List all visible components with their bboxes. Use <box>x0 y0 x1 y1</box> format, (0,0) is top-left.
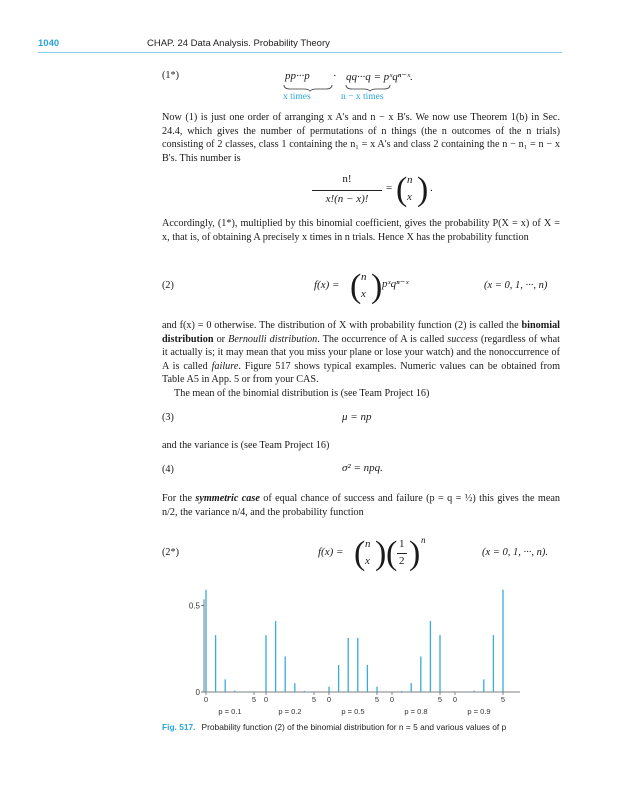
eq4-number: (4) <box>162 464 174 475</box>
bar-0.2-x0 <box>265 635 266 692</box>
eq1-under-right: n − x times <box>341 92 384 102</box>
eq1-under-left: x times <box>283 92 311 102</box>
eq2-range: (x = 0, 1, ···, n) <box>484 280 548 291</box>
y-tick-label: 0 <box>195 688 200 697</box>
bar-0.5-x1 <box>338 665 339 692</box>
eq-binom-fraction <box>312 173 382 213</box>
bar-0.5-x2 <box>348 638 349 692</box>
x-tick-label: 0 <box>326 695 332 704</box>
bar-0.2-x1 <box>275 621 276 692</box>
eq3-text: μ = np <box>342 411 372 423</box>
binom-top: n <box>407 174 413 186</box>
bar-0.5-x0 <box>328 687 329 692</box>
paragraph-2: Accordingly, (1*), multiplied by this binomial coefficient, gives the probability P(X = x) of X = x, that is, of obtaining A precisely x times in n trials. Hence X has the probability function <box>162 218 560 243</box>
eq4-text: σ² = npq. <box>342 462 383 474</box>
eq2s-lhs: f(x) = <box>318 546 344 558</box>
eq2-binom-top: n <box>361 271 367 283</box>
bar-0.1-x1 <box>215 635 216 692</box>
bar-0.9-x2 <box>474 691 475 692</box>
bar-0.5-x3 <box>357 638 358 692</box>
eq-binom-equals: = <box>386 182 393 194</box>
paragraph-5: and the variance is (see Team Project 16) <box>162 440 330 451</box>
paragraph-3: and f(x) = 0 otherwise. The distribution of X with probability function (2) is called the binomial distribution or Bernoulli distribution. The occurrence of A is called success (regardless of what it actually is; it may mean that you miss your plane or lose your watch) and the nonoccurrence of A is called failure. Figure 517 shows typical examples. Numeric values can be obtained from Table A5 in App. 5 or from your CAS. <box>162 320 560 386</box>
eq2s-binom-top: n <box>365 538 371 550</box>
eq2-number: (2) <box>162 280 174 291</box>
bar-0.8-x2 <box>411 683 412 692</box>
bar-0.8-x4 <box>430 621 431 692</box>
eq3-number: (3) <box>162 412 174 423</box>
series-label: p = 0.1 <box>218 707 242 716</box>
bar-0.8-x5 <box>439 635 440 692</box>
bar-0.1-x3 <box>234 691 235 692</box>
eq2s-range: (x = 0, 1, ···, n). <box>482 547 548 558</box>
running-title: CHAP. 24 Data Analysis. Probability Theory <box>147 38 330 49</box>
paragraph-6: For the symmetric case of equal chance of success and failure (p = q = ½) this gives the mean n/2, the variance n/4, and the probability function <box>162 493 560 518</box>
eq1-underbraces <box>282 84 402 92</box>
x-tick-label: 0 <box>203 695 209 704</box>
bar-0.2-x3 <box>294 683 295 692</box>
eq2s-exponent: n <box>421 535 426 545</box>
eq2s-number: (2*) <box>162 547 179 558</box>
x-tick-label: 5 <box>374 695 380 704</box>
eq1-dot: · <box>333 70 337 82</box>
bar-0.9-x4 <box>493 635 494 692</box>
paragraph-4: The mean of the binomial distribution is (see Team Project 16) <box>174 388 430 399</box>
page-number: 1040 <box>38 38 60 49</box>
series-label: p = 0.9 <box>467 707 491 716</box>
x-tick-label: 5 <box>311 695 317 704</box>
eq2-rhs: pˣqⁿ⁻ˣ <box>382 278 409 290</box>
paragraph-1: Now (1) is just one order of arranging x A's and n − x B's. We now use Theorem 1(b) in Sec. 24.4, which gives the number of permutations of n things (the n outcomes of the n trials) consisting of 2 classes, class 1 containing the n₁ = x A's and class 2 containing the n − n₁ = n − x B's. This number is <box>162 112 560 164</box>
eq2s-binom: ( n x ) <box>354 535 387 572</box>
bar-0.1-x2 <box>225 679 226 692</box>
eq2s-half: ( 1 2 ) <box>386 535 421 572</box>
x-tick-label: 5 <box>437 695 443 704</box>
eq1-number: (1*) <box>162 70 179 81</box>
eq2-lhs: f(x) = <box>314 279 340 291</box>
bar-0.2-x4 <box>304 691 305 692</box>
eq1-right: qq···q = pˣqⁿ⁻ˣ. <box>346 71 413 83</box>
x-tick-label: 5 <box>251 695 257 704</box>
binomial-chart <box>190 580 530 720</box>
series-label: p = 0.2 <box>278 707 302 716</box>
figure-caption-text: Probability function (2) of the binomial distribution for n = 5 and various values of p <box>201 722 507 732</box>
eq2s-half-bottom: 2 <box>399 555 405 567</box>
y-tick-label: 0.5 <box>188 601 200 611</box>
figure-caption <box>162 722 506 732</box>
eq2s-half-top: 1 <box>399 538 405 550</box>
fraction-bar <box>312 190 382 191</box>
x-tick-label: 0 <box>263 695 269 704</box>
eq-binom-coefficient: ( n x ) <box>396 171 429 208</box>
figure-label: Fig. 517. <box>162 722 196 732</box>
bar-0.9-x5 <box>502 590 503 692</box>
binom-bottom: x <box>407 191 412 203</box>
bar-0.8-x1 <box>401 691 402 692</box>
eq2s-binom-bottom: x <box>365 555 370 567</box>
bar-0.8-x3 <box>420 656 421 692</box>
bar-0.5-x4 <box>367 665 368 692</box>
eq-binom-numerator: n! <box>342 173 352 185</box>
bar-0.5-x5 <box>376 687 377 692</box>
header-rule <box>38 52 562 53</box>
bar-0.1-x0 <box>205 590 206 692</box>
eq-binom-denominator: x!(n − x)! <box>325 193 369 205</box>
series-label: p = 0.5 <box>341 707 365 716</box>
x-tick-label: 0 <box>389 695 395 704</box>
x-tick-label: 5 <box>500 695 506 704</box>
x-tick-label: 0 <box>452 695 458 704</box>
bar-0.9-x3 <box>483 679 484 692</box>
eq1-left: pp···p <box>285 70 310 82</box>
bar-0.2-x2 <box>285 656 286 692</box>
eq2-binom: ( n x ) <box>350 268 383 305</box>
eq2-binom-bottom: x <box>361 288 366 300</box>
series-label: p = 0.8 <box>404 707 428 716</box>
